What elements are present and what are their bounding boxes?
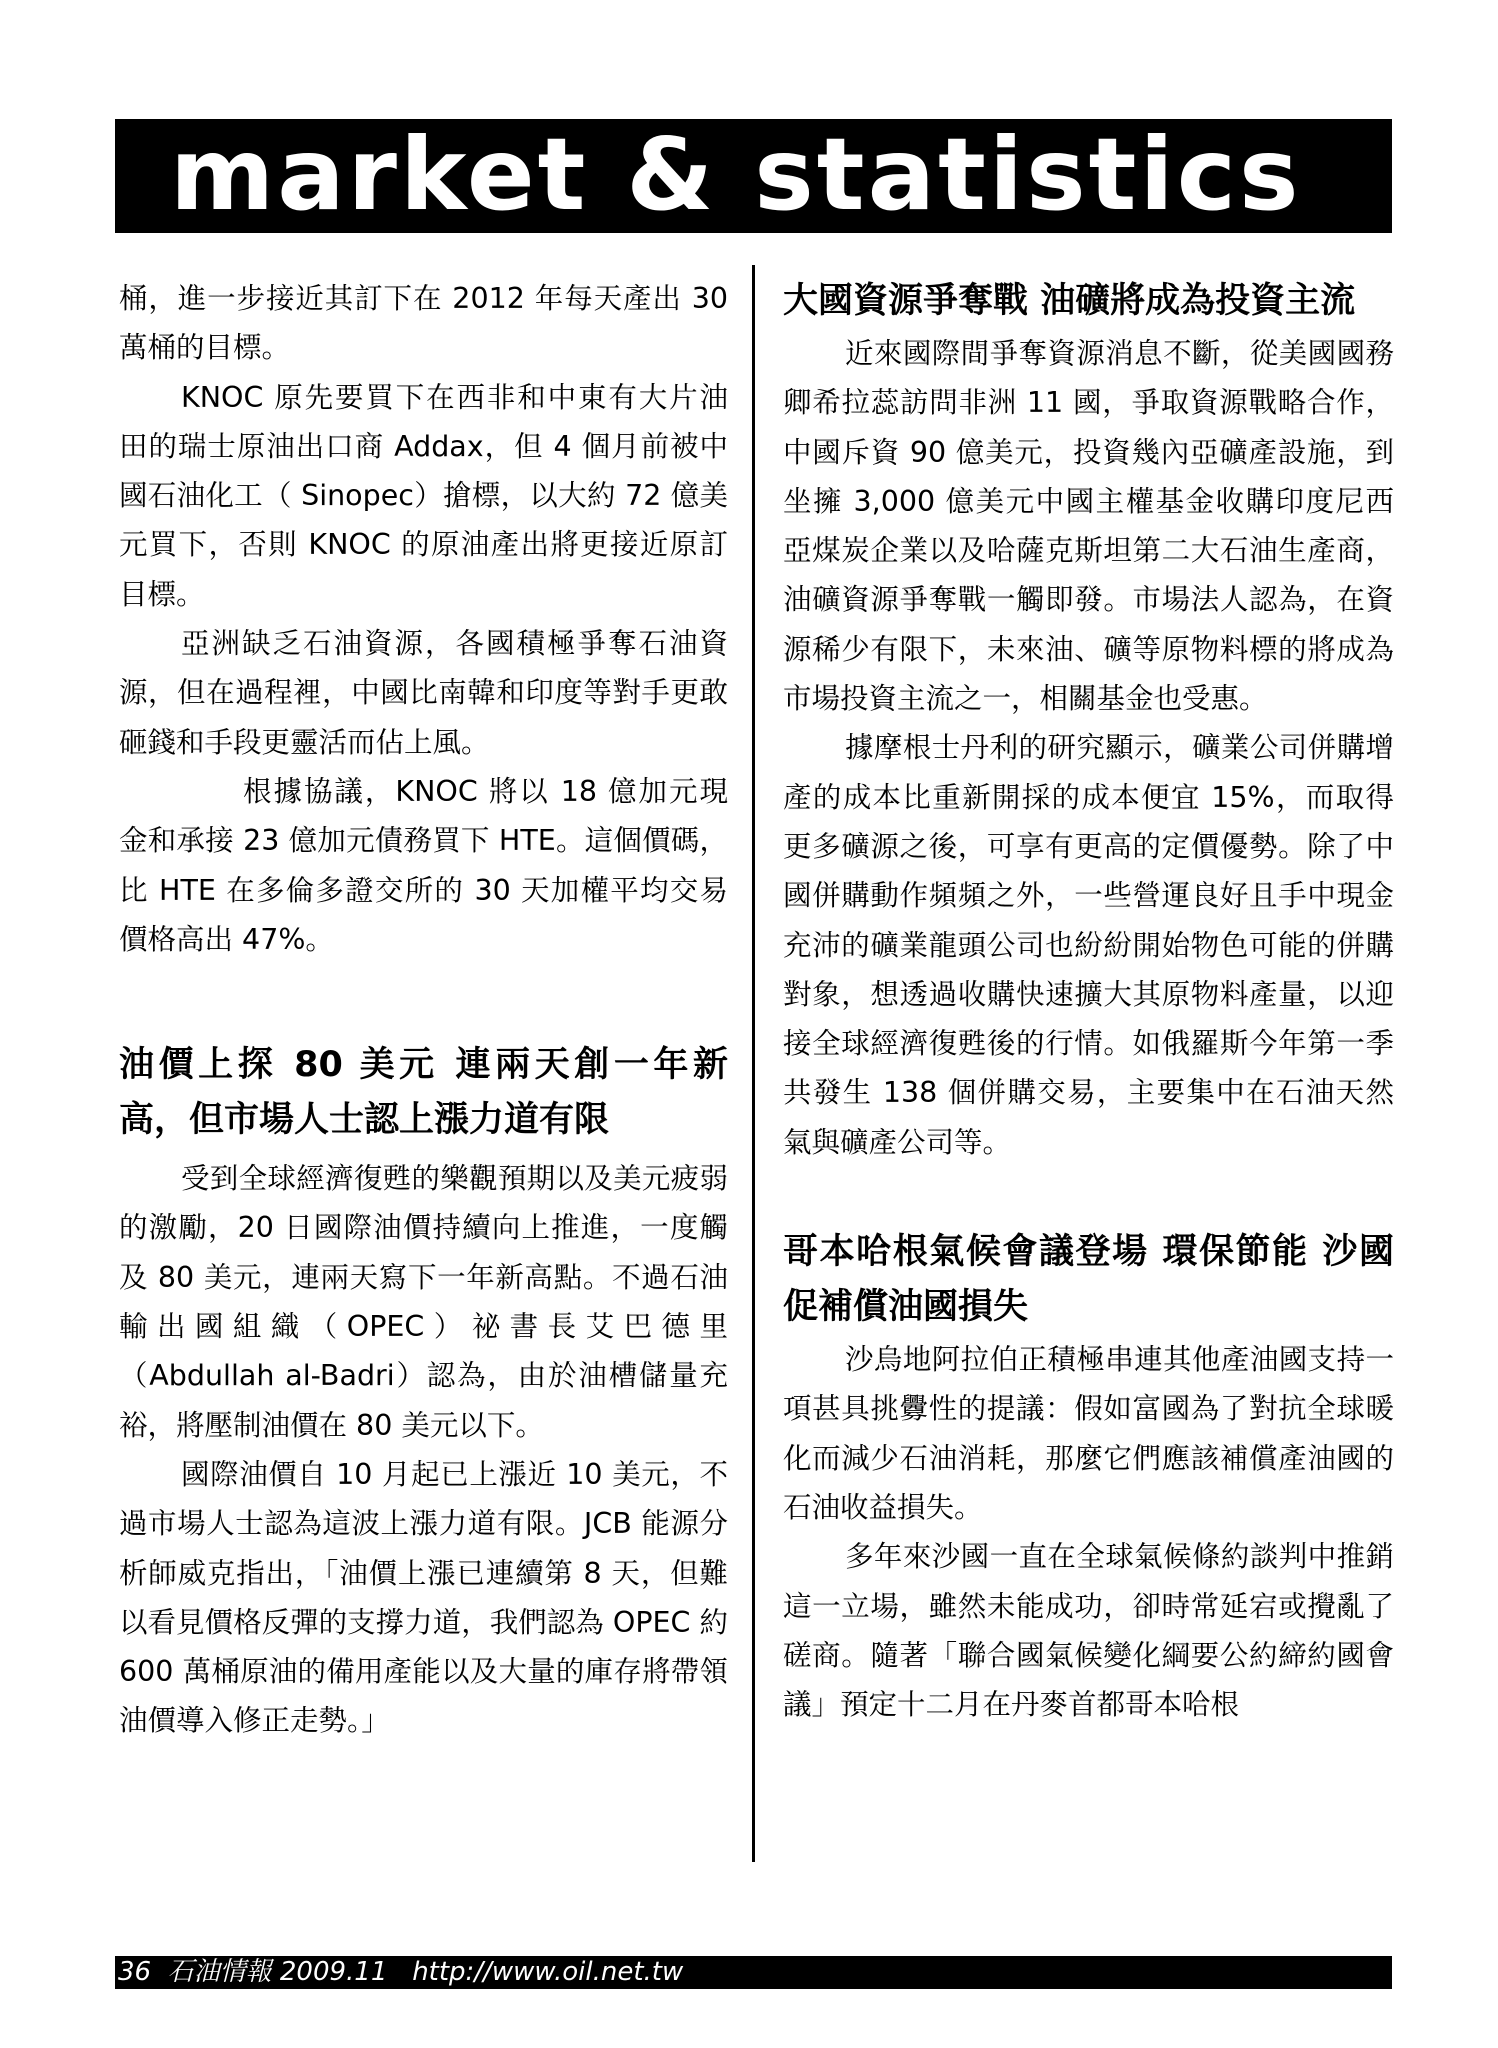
paragraph: 桶，進一步接近其訂下在 2012 年每天產出 30 萬桶的目標。 bbox=[119, 282, 728, 365]
paragraph: 亞洲缺乏石油資源，各國積極爭奪石油資源，但在過程裡，中國比南韓和印度等對手更敢砸錢和手段更靈活而佔上風。 bbox=[119, 627, 728, 759]
paragraph: 近來國際間爭奪資源消息不斷，從美國國務卿希拉蕊訪問非洲 11 國，爭取資源戰略合作，中國斥資 90 億美元，投資幾內亞礦產設施，到坐擁 3,000 億美元中國主權基金收購印度尼西亞煤炭企業以及哈薩克斯坦第二大石油生產商，油礦資源爭奪戰一觸即發。市場法人認為，在資源稀少有限下，未來油、礦等原物料標的將成為市場投資主流之一，相關基金也受惠。 bbox=[783, 337, 1394, 716]
paragraph: 受到全球經濟復甦的樂觀預期以及美元疲弱的激勵，20 日國際油價持續向上推進，一度觸及 80 美元，連兩天寫下一年新高點。不過石油輸出國組織（OPEC）祕書長艾巴德里（Abdullah al-Badri）認為，由於油槽儲量充裕，將壓制油價在 80 美元以下。 bbox=[119, 1162, 728, 1442]
footer-text: 36 石油情報 2009.11 http://www.oil.net.tw bbox=[118, 1957, 684, 1987]
article-headline: 哥本哈根氣候會議登場 環保節能 沙國促補償油國損失 bbox=[783, 1232, 1394, 1328]
paragraph: 根據協議，KNOC 將以 18 億加元現金和承接 23 億加元債務買下 HTE。這個價碼，比 HTE 在多倫多證交所的 30 天加權平均交易價格高出 47%。 bbox=[119, 774, 728, 956]
page-footer bbox=[115, 1956, 1392, 1989]
section-banner bbox=[115, 116, 1392, 233]
paragraph: 國際油價自 10 月起已上漲近 10 美元，不過市場人士認為這波上漲力道有限。JCB 能源分析師威克指出，「油價上漲已連續第 8 天，但難以看見價格反彈的支撐力道，我們認為 OPEC 約 600 萬桶原油的備用產能以及大量的庫存將帶領油價導入修正走勢。」 bbox=[119, 1457, 728, 1738]
right-column bbox=[783, 274, 1394, 1729]
column-divider bbox=[752, 265, 755, 1862]
paragraph: KNOC 原先要買下在西非和中東有大片油田的瑞士原油出口商 Addax，但 4 個月前被中國石油化工（ Sinopec）搶標，以大約 72 億美元買下，否則 KNOC 的原油產出將更接近原訂目標。 bbox=[119, 380, 728, 611]
article-headline: 油價上探 80 美元 連兩天創一年新高，但市場人士認上漲力道有限 bbox=[119, 1045, 728, 1141]
paragraph: 據摩根士丹利的研究顯示，礦業公司併購增產的成本比重新開採的成本便宜 15%，而取得更多礦源之後，可享有更高的定價優勢。除了中國併購動作頻頻之外，一些營運良好且手中現金充沛的礦業龍頭公司也紛紛開始物色可能的併購對象，想透過收購快速擴大其原物料產量，以迎接全球經濟復甦後的行情。如俄羅斯今年第一季共發生 138 個併購交易，主要集中在石油天然氣與礦產公司等。 bbox=[783, 731, 1394, 1159]
paragraph: 多年來沙國一直在全球氣候條約談判中推銷這一立場，雖然未能成功，卻時常延宕或攪亂了磋商。隨著「聯合國氣候變化綱要公約締約國會議」預定十二月在丹麥首都哥本哈根 bbox=[783, 1540, 1394, 1722]
article-headline: 大國資源爭奪戰 油礦將成為投資主流 bbox=[783, 281, 1356, 321]
left-column bbox=[119, 274, 728, 1746]
section-title: market & statistics bbox=[170, 116, 1302, 233]
paragraph: 沙烏地阿拉伯正積極串連其他產油國支持一項甚具挑釁性的提議：假如富國為了對抗全球暖化而減少石油消耗，那麼它們應該補償產油國的石油收益損失。 bbox=[783, 1343, 1394, 1524]
